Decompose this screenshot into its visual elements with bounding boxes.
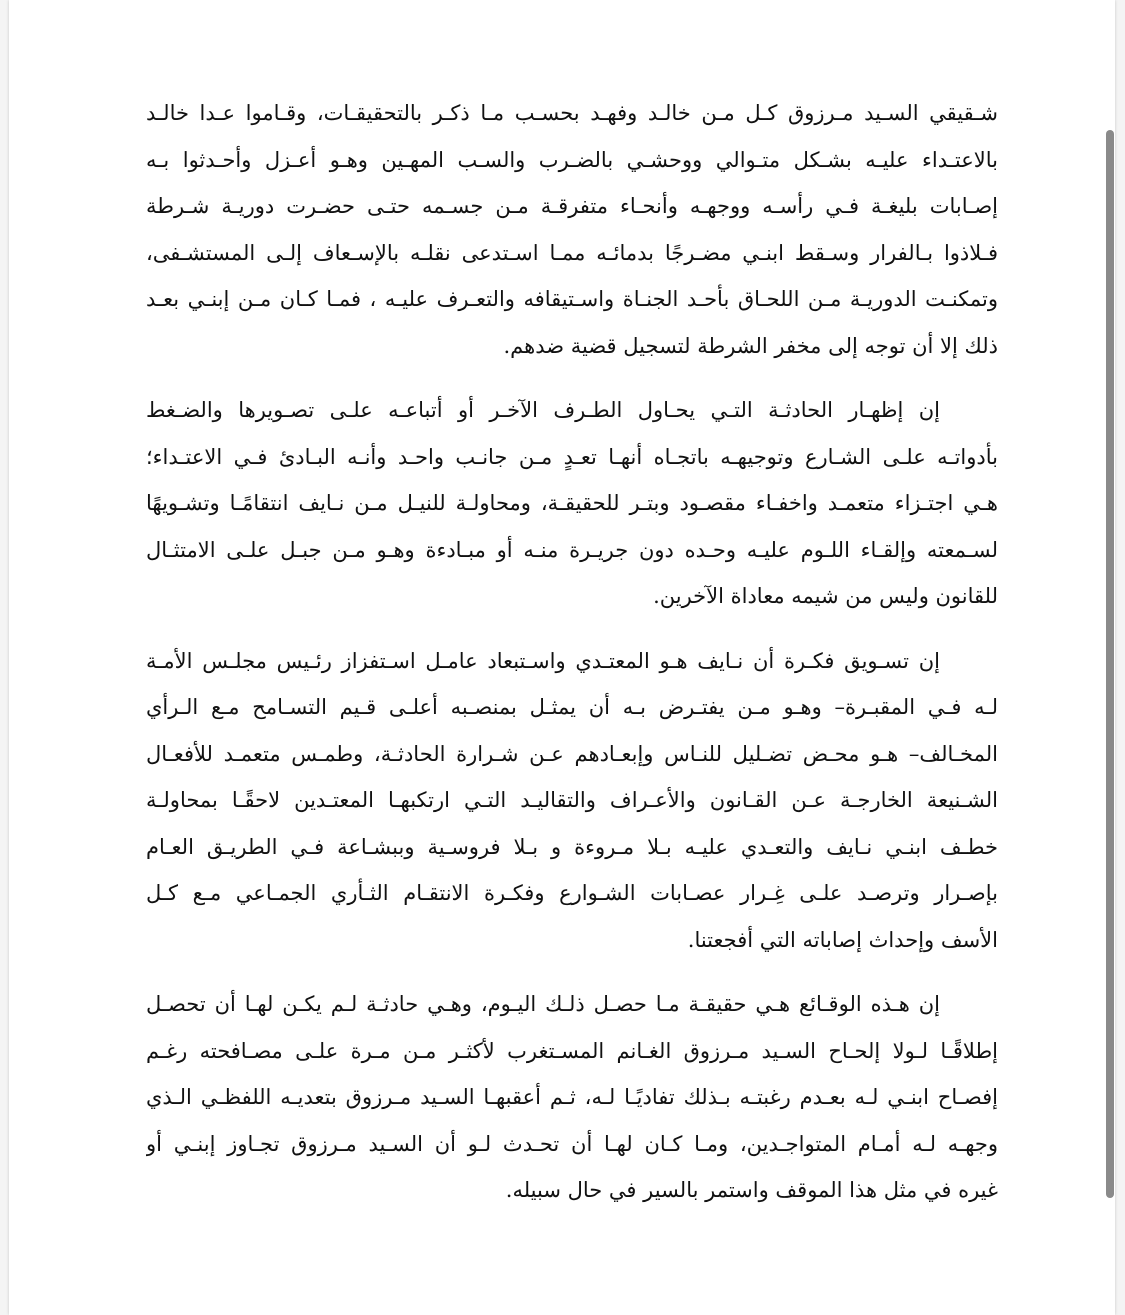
text-line: غيره في مثل هذا الموقف واستمر بالسير في حال سبيله. [505, 1178, 998, 1202]
paragraph-2 [146, 387, 998, 620]
text-line: خطـف ابنـي نـايف والتعـدي عليـه بـلا مـروءة و بـلا فروسـية وببشـاعة فـي الطريـق العـام [146, 834, 998, 859]
paragraph-3 [146, 638, 998, 964]
text-line: وتمكنـت الدوريـة مـن اللحـاق بأحـد الجنـاة واسـتيقافه والتعـرف عليـه ، فمـا كـان مـن إبنـي بعـد [146, 287, 998, 311]
text-line: بإصـرار وترصـد علـى غِـرار عصـابات الشـوارع وفكـرة الانتقـام الثـأري الجمـاعي مـع كـل [146, 881, 998, 905]
text-line: إن هـذه الوقـائع هـي حقيقـة مـا حصـل ذلـك اليـوم، وهـي حادثـة لـم يكـن لهـا أن تحصـل [146, 992, 940, 1016]
text-line: للقانون وليس من شيمه معاداة الآخرين. [653, 584, 998, 608]
text-line: لسـمعته وإلقـاء اللـوم عليـه وحـده دون جريـرة منـه أو مبـادءة وهـو مـن جبـل علـى الامتثـال [146, 537, 998, 562]
text-line: الشـنيعة الخارجـة عـن القـانون والأعـراف والتقاليـد التـي ارتكبهـا المعتـدين لاحقًـا بمحاولـة [146, 788, 998, 812]
text-line: هـي اجتـزاء متعمـد واخفـاء مقصـود وبتـر للحقيقـة، ومحاولـة للنيـل مـن نـايف انتقامًـا وتشـويهًا [146, 491, 998, 515]
text-line: إصـابات بليغـة فـي رأسـه ووجهـه وأنحـاء متفرقـة مـن جسـمه حتـى حضـرت دوريـة شـرطة [146, 194, 998, 218]
text-line: بالاعتـداء عليـه بشـكل متـوالي ووحشـي بالضـرب والسـب المهـين وهـو أعـزل وأحـدثوا بـه [146, 147, 998, 172]
text-line: شـقيقي السـيد مـرزوق كـل مـن خالـد وفهـد بحسـب مـا ذكـر بالتحقيقـات، وقـاموا عـدا خالـد [146, 101, 998, 125]
text-line: بأدواتـه علـى الشـارع وتوجيهـه باتجـاه أنهـا تعـدٍ مـن جانـب واحـد وأنـه البـادئ فـي الاعتـداء؛ [146, 444, 998, 469]
scrollbar-thumb[interactable] [1106, 130, 1114, 1198]
document-page [9, 0, 1115, 1315]
text-line: وجهـه لـه أمـام المتواجـدين، ومـا كـان لهـا أن تحـدث لـو أن السـيد مـرزوق تجـاوز إبنـي أو [146, 1131, 998, 1156]
text-line: إفصـاح ابنـي لـه بعـدم رغبتـه بـذلك تفاديًـا لـه، ثـم أعقبهـا السـيد مـرزوق بتعديـه اللفظـي الـذي [146, 1085, 998, 1109]
paragraph-1 [146, 90, 998, 369]
vertical-scrollbar[interactable] [1106, 0, 1114, 1315]
paragraph-4 [146, 981, 998, 1214]
text-line: ذلك إلا أن توجه إلى مخفر الشرطة لتسجيل قضية ضدهم. [503, 333, 998, 358]
text-line: لـه فـي المقبـرة– وهـو مـن يفتـرض بـه أن يمثـل بمنصـبه أعلـى قـيم التسـامح مـع الـرأي [146, 695, 998, 719]
text-line: فـلاذوا بـالفرار وسـقط ابنـي مضـرجًا بدمائـه ممـا اسـتدعى نقلـه بالإسـعاف إلـى المستشـفى، [146, 240, 998, 265]
text-line: إطلاقًـا لـولا إلحـاح السـيد مـرزوق الغـانم المسـتغرب لأكثـر مـن مـرة علـى مصـافحته رغـم [146, 1038, 998, 1063]
document-text [146, 90, 998, 1232]
text-line: المخـالف– هـو محـض تضـليل للنـاس وإبعـادهم عـن شـرارة الحادثـة، وطمـس متعمـد للأفعـال [146, 741, 998, 766]
text-line: إن إظهـار الحادثـة التـي يحـاول الطـرف الآخـر أو أتباعـه علـى تصـويرها والضـغط [146, 398, 940, 422]
text-line: الأسف وإحداث إصاباته التي أفجعتنا. [687, 927, 998, 952]
text-line: إن تسـويق فكـرة أن نـايف هـو المعتـدي واسـتبعاد عامـل اسـتفزاز رئـيس مجلـس الأمـة [146, 648, 940, 673]
